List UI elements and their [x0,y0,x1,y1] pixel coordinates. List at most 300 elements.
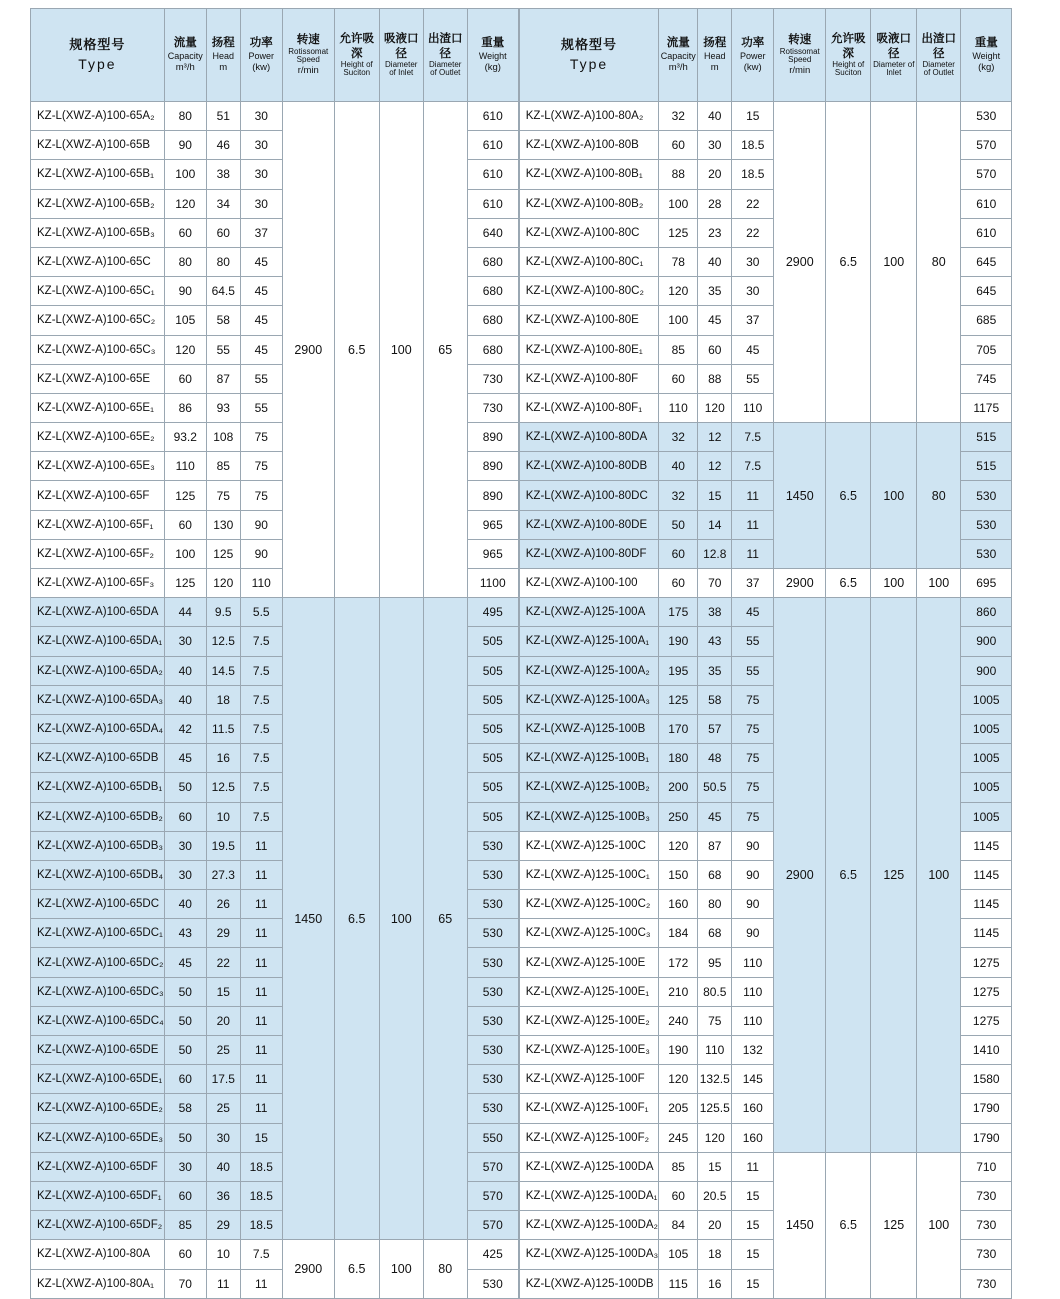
cell-power: 160 [732,1094,774,1123]
cell-type: KZ-L(XWZ-A)100-80E₁ [519,335,659,364]
header-inlet-cn: 吸液口径 [384,33,419,60]
cell-capacity: 85 [659,1152,698,1181]
cell-capacity: 42 [164,714,206,743]
header-weight-unit: (kg) [978,61,995,73]
cell-weight: 730 [961,1240,1012,1269]
cell-weight: 890 [467,423,518,452]
cell-head: 15 [698,1152,732,1181]
header-power-en: Power [739,50,766,61]
cell-capacity: 85 [164,1211,206,1240]
cell-weight: 730 [961,1211,1012,1240]
cell-type: KZ-L(XWZ-A)125-100E₃ [519,1036,659,1065]
right-spec-table [519,8,1013,1299]
cell-head: 22 [206,948,240,977]
cell-type: KZ-L(XWZ-A)125-100DA [519,1152,659,1181]
cell-type: KZ-L(XWZ-A)100-65F [31,481,165,510]
cell-head: 80 [206,247,240,276]
cell-capacity: 85 [659,335,698,364]
cell-capacity: 60 [659,569,698,598]
header-capacity-cn: 流量 [173,37,197,50]
cell-head: 35 [698,277,732,306]
cell-weight: 1790 [961,1123,1012,1152]
cell-type: KZ-L(XWZ-A)100-65C₁ [31,277,165,306]
cell-type: KZ-L(XWZ-A)100-80C [519,218,659,247]
cell-head: 38 [206,160,240,189]
header-inlet-en: Diameter of Inlet [385,59,418,78]
cell-head: 10 [206,1240,240,1269]
cell-power: 18.5 [240,1211,282,1240]
header-power-unit: (kw) [743,61,762,73]
cell-capacity: 50 [659,510,698,539]
header-suction-height [334,9,379,102]
cell-capacity: 40 [164,685,206,714]
cell-capacity: 60 [164,510,206,539]
cell-head: 18 [698,1240,732,1269]
cell-type: KZ-L(XWZ-A)100-65DC [31,890,165,919]
cell-inlet: 125 [871,598,917,1153]
cell-power: 7.5 [240,714,282,743]
cell-power: 45 [240,306,282,335]
cell-type: KZ-L(XWZ-A)100-80C₂ [519,277,659,306]
cell-power: 11 [732,481,774,510]
cell-weight: 965 [467,510,518,539]
cell-capacity: 120 [164,189,206,218]
cell-weight: 730 [961,1269,1012,1298]
cell-capacity: 30 [164,860,206,889]
cell-type: KZ-L(XWZ-A)100-65C₃ [31,335,165,364]
cell-power: 11 [732,1152,774,1181]
cell-power: 11 [240,1065,282,1094]
cell-head: 12.5 [206,627,240,656]
cell-capacity: 44 [164,598,206,627]
cell-type: KZ-L(XWZ-A)100-80DB [519,452,659,481]
cell-head: 25 [206,1036,240,1065]
table-row [519,598,1012,627]
cell-head: 23 [698,218,732,247]
cell-weight: 425 [467,1240,518,1269]
cell-head: 50.5 [698,773,732,802]
cell-weight: 505 [467,744,518,773]
header-capacity [164,9,206,102]
cell-weight: 860 [961,598,1012,627]
cell-capacity: 43 [164,919,206,948]
cell-head: 20 [698,160,732,189]
cell-head: 120 [698,393,732,422]
cell-head: 125 [206,539,240,568]
cell-type: KZ-L(XWZ-A)125-100DA₃ [519,1240,659,1269]
cell-type: KZ-L(XWZ-A)100-65DE₂ [31,1094,165,1123]
cell-power: 45 [732,335,774,364]
cell-type: KZ-L(XWZ-A)100-65E [31,364,165,393]
cell-head: 48 [698,744,732,773]
cell-type: KZ-L(XWZ-A)100-80B [519,131,659,160]
cell-power: 75 [732,685,774,714]
cell-type: KZ-L(XWZ-A)100-65C₂ [31,306,165,335]
cell-outlet: 100 [917,569,961,598]
header-head-unit: m [219,61,228,73]
cell-type: KZ-L(XWZ-A)100-100 [519,569,659,598]
cell-weight: 530 [467,860,518,889]
cell-head: 15 [206,977,240,1006]
header-weight [467,9,518,102]
cell-capacity: 205 [659,1094,698,1123]
cell-type: KZ-L(XWZ-A)100-65DF₂ [31,1211,165,1240]
cell-suction-height: 6.5 [826,598,871,1153]
header-weight-unit: (kg) [484,61,501,73]
cell-capacity: 80 [164,102,206,131]
cell-weight: 610 [467,160,518,189]
header-inlet-cn: 吸液口径 [876,33,911,60]
cell-weight: 530 [467,831,518,860]
header-head [698,9,732,102]
cell-capacity: 58 [164,1094,206,1123]
cell-capacity: 86 [164,393,206,422]
cell-head: 95 [698,948,732,977]
cell-weight: 645 [961,247,1012,276]
cell-power: 11 [240,1036,282,1065]
cell-power: 55 [732,364,774,393]
cell-head: 20.5 [698,1181,732,1210]
cell-power: 55 [732,656,774,685]
cell-capacity: 45 [164,744,206,773]
header-head-cn: 扬程 [211,37,235,50]
cell-head: 46 [206,131,240,160]
cell-head: 70 [698,569,732,598]
cell-head: 14.5 [206,656,240,685]
cell-weight: 1145 [961,860,1012,889]
cell-head: 93 [206,393,240,422]
cell-power: 75 [732,802,774,831]
cell-power: 7.5 [240,656,282,685]
cell-power: 15 [732,1269,774,1298]
cell-capacity: 105 [164,306,206,335]
cell-type: KZ-L(XWZ-A)125-100C₁ [519,860,659,889]
header-type-cell [31,9,165,102]
cell-weight: 1005 [961,773,1012,802]
cell-head: 80 [698,890,732,919]
cell-weight: 610 [467,189,518,218]
cell-weight: 570 [467,1152,518,1181]
cell-head: 30 [206,1123,240,1152]
cell-power: 45 [240,247,282,276]
cell-capacity: 32 [659,102,698,131]
cell-type: KZ-L(XWZ-A)100-65B₃ [31,218,165,247]
cell-head: 110 [698,1036,732,1065]
cell-power: 11 [240,977,282,1006]
cell-capacity: 45 [164,948,206,977]
cell-weight: 965 [467,539,518,568]
left-table-body [31,102,519,1299]
cell-weight: 1005 [961,802,1012,831]
cell-weight: 505 [467,773,518,802]
cell-capacity: 184 [659,919,698,948]
cell-capacity: 120 [659,1065,698,1094]
cell-power: 55 [240,364,282,393]
cell-capacity: 190 [659,1036,698,1065]
cell-capacity: 60 [164,802,206,831]
cell-capacity: 60 [164,1181,206,1210]
header-suction-en: Height of Suciton [832,59,865,78]
cell-head: 15 [698,481,732,510]
cell-weight: 645 [961,277,1012,306]
cell-head: 11 [206,1269,240,1298]
cell-power: 22 [732,218,774,247]
cell-head: 130 [206,510,240,539]
cell-head: 120 [206,569,240,598]
cell-type: KZ-L(XWZ-A)100-80F [519,364,659,393]
cell-type: KZ-L(XWZ-A)100-65DF [31,1152,165,1181]
header-head [206,9,240,102]
cell-power: 75 [732,773,774,802]
cell-weight: 730 [467,393,518,422]
cell-power: 110 [732,393,774,422]
cell-power: 11 [240,1269,282,1298]
cell-capacity: 32 [659,423,698,452]
cell-power: 11 [240,1094,282,1123]
cell-head: 38 [698,598,732,627]
cell-type: KZ-L(XWZ-A)100-65B₁ [31,160,165,189]
cell-type: KZ-L(XWZ-A)100-80A [31,1240,165,1269]
cell-suction-height: 6.5 [826,569,871,598]
cell-head: 58 [698,685,732,714]
cell-power: 11 [240,831,282,860]
cell-power: 7.5 [240,744,282,773]
cell-power: 22 [732,189,774,218]
cell-capacity: 240 [659,1006,698,1035]
cell-power: 11 [240,890,282,919]
cell-type: KZ-L(XWZ-A)125-100B₂ [519,773,659,802]
cell-weight: 680 [467,306,518,335]
cell-outlet: 80 [423,1240,467,1298]
cell-weight: 730 [467,364,518,393]
cell-capacity: 120 [659,831,698,860]
cell-power: 7.5 [240,1240,282,1269]
cell-speed: 1450 [774,423,826,569]
cell-head: 75 [698,1006,732,1035]
cell-weight: 530 [467,1006,518,1035]
cell-weight: 530 [467,919,518,948]
cell-head: 87 [206,364,240,393]
cell-head: 88 [698,364,732,393]
cell-speed: 2900 [774,102,826,423]
cell-capacity: 60 [659,131,698,160]
cell-capacity: 195 [659,656,698,685]
cell-type: KZ-L(XWZ-A)100-65DB [31,744,165,773]
cell-capacity: 125 [164,569,206,598]
cell-weight: 890 [467,452,518,481]
cell-weight: 495 [467,598,518,627]
cell-power: 7.5 [240,685,282,714]
cell-power: 11 [240,1006,282,1035]
cell-power: 90 [732,890,774,919]
cell-type: KZ-L(XWZ-A)100-80E [519,306,659,335]
cell-type: KZ-L(XWZ-A)125-100E₁ [519,977,659,1006]
cell-power: 30 [732,247,774,276]
header-speed [774,9,826,102]
cell-capacity: 100 [659,306,698,335]
cell-power: 5.5 [240,598,282,627]
cell-capacity: 90 [164,131,206,160]
cell-head: 35 [698,656,732,685]
cell-speed: 2900 [774,569,826,598]
cell-power: 90 [240,510,282,539]
cell-type: KZ-L(XWZ-A)100-65F₃ [31,569,165,598]
cell-capacity: 100 [659,189,698,218]
cell-capacity: 88 [659,160,698,189]
cell-type: KZ-L(XWZ-A)100-80DF [519,539,659,568]
right-table-body [519,102,1012,1299]
cell-type: KZ-L(XWZ-A)100-65DB₄ [31,860,165,889]
cell-capacity: 30 [164,1152,206,1181]
cell-power: 7.5 [732,452,774,481]
cell-weight: 1145 [961,831,1012,860]
header-head-unit: m [710,61,719,73]
cell-capacity: 60 [659,1181,698,1210]
cell-type: KZ-L(XWZ-A)100-65DC₄ [31,1006,165,1035]
cell-weight: 570 [467,1181,518,1210]
cell-type: KZ-L(XWZ-A)125-100B₃ [519,802,659,831]
cell-weight: 505 [467,802,518,831]
cell-head: 27.3 [206,860,240,889]
cell-head: 132.5 [698,1065,732,1094]
header-type-cn: 规格型号 [560,36,617,52]
cell-capacity: 175 [659,598,698,627]
cell-inlet: 100 [871,423,917,569]
cell-suction-height: 6.5 [334,1240,379,1298]
cell-type: KZ-L(XWZ-A)125-100F [519,1065,659,1094]
cell-type: KZ-L(XWZ-A)100-65DC₁ [31,919,165,948]
cell-power: 7.5 [240,627,282,656]
cell-suction-height: 6.5 [826,423,871,569]
cell-head: 60 [698,335,732,364]
header-speed-en: Rotissomat Speed [779,46,820,65]
cell-type: KZ-L(XWZ-A)100-65DB₃ [31,831,165,860]
cell-capacity: 50 [164,977,206,1006]
cell-inlet: 100 [379,1240,423,1298]
cell-capacity: 190 [659,627,698,656]
cell-type: KZ-L(XWZ-A)125-100E₂ [519,1006,659,1035]
header-outlet-en: Diameter of Outlet [429,59,462,78]
cell-capacity: 170 [659,714,698,743]
cell-head: 26 [206,890,240,919]
cell-type: KZ-L(XWZ-A)125-100C₃ [519,919,659,948]
cell-head: 12.8 [698,539,732,568]
header-capacity-en: Capacity [660,50,696,61]
cell-head: 45 [698,306,732,335]
cell-capacity: 50 [164,1006,206,1035]
cell-head: 28 [698,189,732,218]
cell-capacity: 100 [164,160,206,189]
cell-head: 120 [698,1123,732,1152]
cell-weight: 505 [467,656,518,685]
cell-capacity: 70 [164,1269,206,1298]
cell-type: KZ-L(XWZ-A)100-65DF₁ [31,1181,165,1210]
header-inlet [871,9,917,102]
cell-head: 20 [206,1006,240,1035]
cell-head: 68 [698,919,732,948]
header-suction-cn: 允许吸深 [831,33,866,60]
cell-inlet: 100 [379,102,423,598]
cell-power: 15 [732,1181,774,1210]
header-weight-en: Weight [478,50,507,61]
cell-weight: 530 [961,102,1012,131]
cell-head: 80.5 [698,977,732,1006]
cell-capacity: 60 [164,364,206,393]
header-speed-en: Rotissomat Speed [288,46,329,65]
cell-head: 108 [206,423,240,452]
cell-type: KZ-L(XWZ-A)100-80B₂ [519,189,659,218]
table-row [31,598,519,627]
header-outlet [917,9,961,102]
cell-capacity: 110 [164,452,206,481]
cell-head: 85 [206,452,240,481]
cell-capacity: 40 [164,656,206,685]
cell-power: 11 [240,919,282,948]
header-power-cn: 功率 [249,37,273,50]
cell-capacity: 32 [659,481,698,510]
cell-capacity: 120 [659,277,698,306]
cell-head: 19.5 [206,831,240,860]
cell-type: KZ-L(XWZ-A)100-65B₂ [31,189,165,218]
header-head-en: Head [703,50,726,61]
cell-power: 90 [732,831,774,860]
cell-weight: 570 [467,1211,518,1240]
cell-weight: 680 [467,277,518,306]
cell-weight: 530 [961,539,1012,568]
cell-weight: 610 [467,102,518,131]
cell-type: KZ-L(XWZ-A)100-65B [31,131,165,160]
cell-head: 55 [206,335,240,364]
cell-weight: 530 [961,481,1012,510]
cell-weight: 610 [961,189,1012,218]
cell-power: 110 [240,569,282,598]
cell-power: 37 [240,218,282,247]
cell-power: 15 [240,1123,282,1152]
cell-type: KZ-L(XWZ-A)100-65C [31,247,165,276]
cell-power: 30 [240,102,282,131]
cell-weight: 680 [467,247,518,276]
cell-weight: 530 [467,1036,518,1065]
header-inlet [379,9,423,102]
cell-capacity: 105 [659,1240,698,1269]
cell-inlet: 100 [379,598,423,1240]
left-spec-table [30,8,519,1299]
cell-capacity: 50 [164,1123,206,1152]
cell-power: 30 [240,189,282,218]
cell-capacity: 50 [164,773,206,802]
cell-weight: 1145 [961,919,1012,948]
cell-weight: 1005 [961,714,1012,743]
cell-power: 132 [732,1036,774,1065]
cell-weight: 640 [467,218,518,247]
cell-head: 64.5 [206,277,240,306]
cell-suction-height: 6.5 [826,102,871,423]
cell-capacity: 60 [164,218,206,247]
cell-type: KZ-L(XWZ-A)100-65DC₂ [31,948,165,977]
cell-type: KZ-L(XWZ-A)100-65F₂ [31,539,165,568]
cell-power: 75 [732,714,774,743]
cell-weight: 530 [467,1065,518,1094]
cell-power: 75 [732,744,774,773]
cell-capacity: 120 [164,335,206,364]
header-outlet-cn: 出渣口径 [921,33,956,60]
cell-type: KZ-L(XWZ-A)100-80DE [519,510,659,539]
cell-weight: 505 [467,714,518,743]
header-speed-unit: r/min [789,64,811,76]
cell-capacity: 60 [164,1065,206,1094]
cell-capacity: 125 [164,481,206,510]
cell-power: 45 [240,335,282,364]
